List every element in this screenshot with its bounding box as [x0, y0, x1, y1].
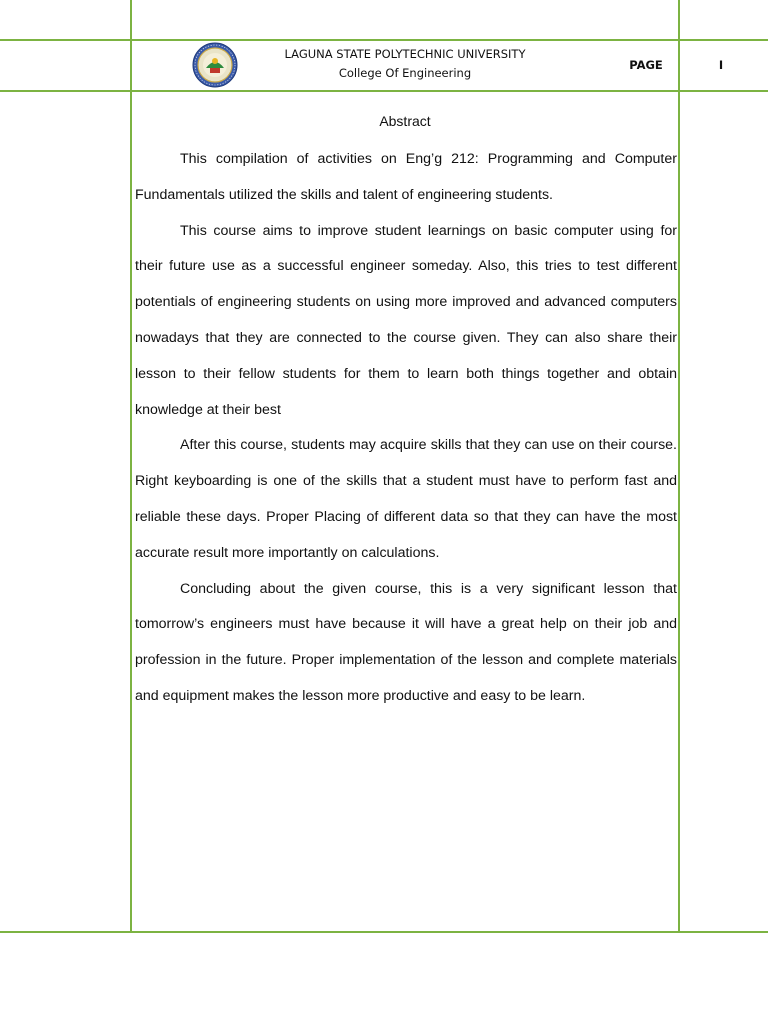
bottom-border-line [0, 931, 768, 933]
top-border-line [0, 39, 768, 41]
page-label: PAGE [629, 58, 663, 72]
document-title: Abstract [379, 113, 431, 129]
university-name: LAGUNA STATE POLYTECHNIC UNIVERSITY [284, 47, 526, 61]
university-seal-icon [192, 42, 238, 88]
paragraph: This course aims to improve student learnings on basic computer using for their future use as a successful engineer someday. Also, this tries to test different potentials of engineering students on using more improved and advanced computers nowadays that they are connected to the course given. They can also share their lesson to their fellow students for them to learn both things together and obtain knowledge at their best [135, 222, 677, 418]
document-body [135, 142, 677, 715]
header-divider-line [0, 90, 768, 92]
college-name: College Of Engineering [338, 66, 472, 80]
left-border-line [130, 0, 132, 933]
paragraph: After this course, students may acquire skills that they can use on their course. Right keyboarding is one of the skills that a student must have to perform fast and reliable these days. Proper Placing of different data so that they can have the most accurate result more importantly on calculations. [135, 437, 677, 561]
right-border-line [678, 0, 680, 933]
paragraph: This compilation of activities on Eng’g 212: Programming and Computer Fundamentals utilized the skills and talent of engineering students. [135, 151, 677, 203]
paragraph: Concluding about the given course, this is a very significant lesson that tomorrow’s engineers must have because it will have a great help on their job and profession in the future. Proper implementation of the lesson and complete materials and equipment makes the lesson more productive and easy to be learn. [135, 580, 677, 704]
page-number: I [718, 58, 724, 72]
